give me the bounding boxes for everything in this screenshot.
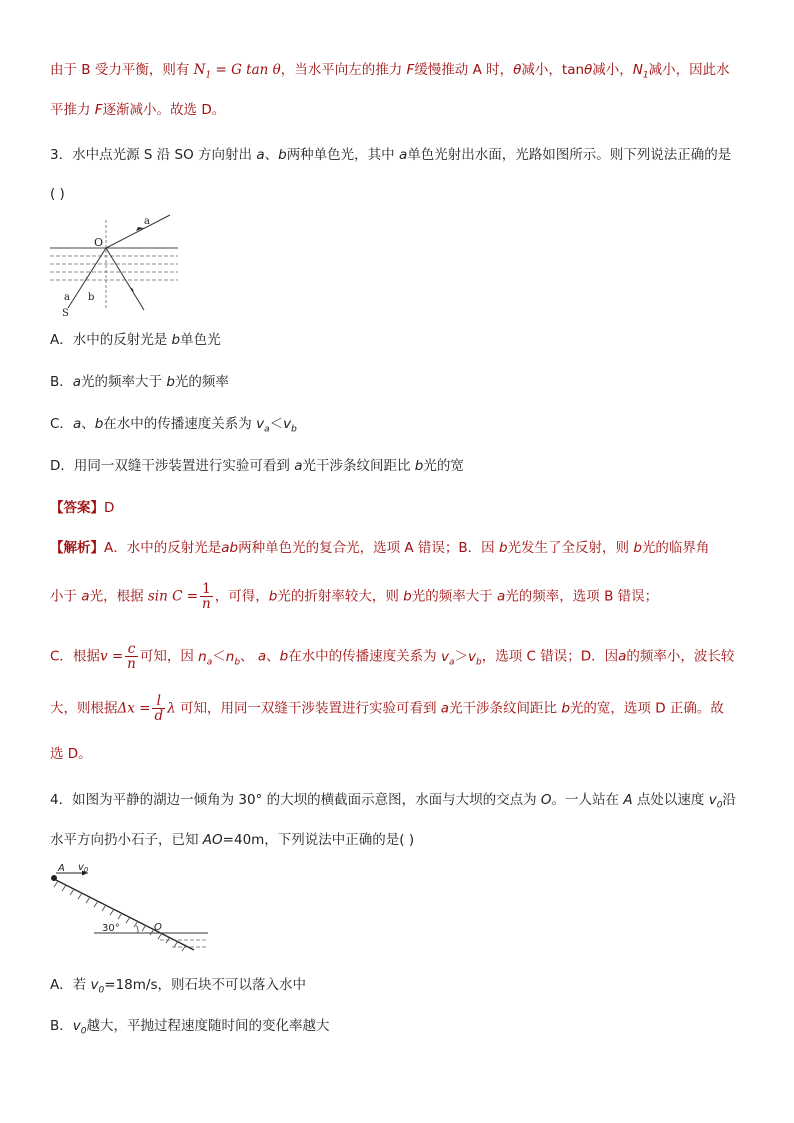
q3-option-d[interactable]: D．用同一双缝干涉装置进行实验可看到 a光干涉条纹间距比 b光的宽 — [50, 458, 464, 474]
q3-explanation-line-2: 小于 a光，根据 sin C = $\frac{1}{n}$ ，可得，b光的折射率较大，则 b光的频率大于 a光的频率，选项 B 错误； — [50, 581, 659, 612]
fig-label-b-low: b — [88, 292, 95, 303]
q4-stem-line-1: 4．如图为平静的湖边一倾角为 30° 的大坝的横截面示意图，水面与大坝的交点为 O。一人站在 A 点处以速度 $v_0$沿 — [50, 792, 736, 811]
vb-symbol: $v_b$ — [283, 416, 297, 435]
fig-label-a-top: a — [144, 216, 150, 227]
q4-dam-figure — [44, 862, 214, 958]
q4-option-a[interactable]: A．若 $v_0=18m/s$，则石块不可以落入水中 — [50, 977, 307, 996]
n1-symbol: $N_1$ — [632, 62, 649, 81]
fig-label-angle: 30° — [102, 923, 120, 934]
q3-explanation-line-1: 【解析】A．水中的反射光是ab两种单色光的复合光，选项 A 错误；B．因 b光发生了全反射，则 b光的临界角 — [50, 540, 710, 556]
fig-label-S: S — [62, 308, 69, 319]
na-symbol: $n_a$ — [198, 648, 213, 668]
q4-option-b[interactable]: B．$v_0$越大，平抛过程速度随时间的变化率越大 — [50, 1018, 330, 1037]
q3-paren: ( ) — [50, 186, 65, 202]
q3-light-path-figure — [50, 210, 190, 320]
q3-explanation-line-3: C．根据v = $\frac{c}{n}$ 可知，因 $n_a<n_b$、 a、b在水中的传播速度关系为 $v_a>v_b$，选项 C 错误；D．因a的频率小，波长较 — [50, 641, 735, 672]
q3-option-b[interactable]: B．a光的频率大于 b光的频率 — [50, 374, 229, 390]
q2-tail-line-1: 由于 B 受力平衡，则有 $N_1 = G$ tan θ，当水平向左的推力 F缓慢推动 A 时，θ减小，tanθ减小，$N_1$减小，因此水 — [50, 62, 730, 81]
fig-label-a-low: a — [64, 292, 70, 303]
q2-tail-line-2: 平推力 F逐渐减小。故选 D。 — [50, 102, 226, 118]
v0-symbol: $v_0$ — [90, 977, 105, 996]
q3-stem-line-1: 3．水中点光源 S 沿 SO 方向射出 a、b两种单色光，其中 a单色光射出水面，光路如图所示。则下列说法正确的是 — [50, 147, 732, 163]
eq-N1: $N_1$ — [193, 62, 212, 81]
q3-explanation-line-5: 选 D。 — [50, 746, 92, 762]
fig-label-O: O — [154, 922, 162, 933]
nb-symbol: $n_b$ — [225, 648, 241, 668]
q3-answer: 【答案】D — [50, 500, 115, 516]
q3-explanation-line-4: 大，则根据Δx = $\frac{l}{d}$ λ 可知，用同一双缝干涉装置进行实验可看到 a光干涉条纹间距比 b光的宽，选项 D 正确。故 — [50, 693, 724, 724]
va-symbol: $v_a$ — [256, 416, 270, 435]
v0-symbol: $v_0$ — [708, 792, 723, 811]
q3-option-a[interactable]: A．水中的反射光是 b单色光 — [50, 332, 221, 348]
fig-label-v0: $v_0$ — [78, 862, 89, 874]
v0-symbol: $v_0$ — [72, 1018, 87, 1037]
q4-stem-line-2: 水平方向扔小石子，已知 AO=40m，下列说法中正确的是( ) — [50, 832, 415, 848]
q3-option-c[interactable]: C．a、b在水中的传播速度关系为 $v_a<v_b$ — [50, 416, 297, 435]
fig-label-O: O — [94, 236, 104, 249]
fig-label-A: A — [58, 863, 65, 874]
